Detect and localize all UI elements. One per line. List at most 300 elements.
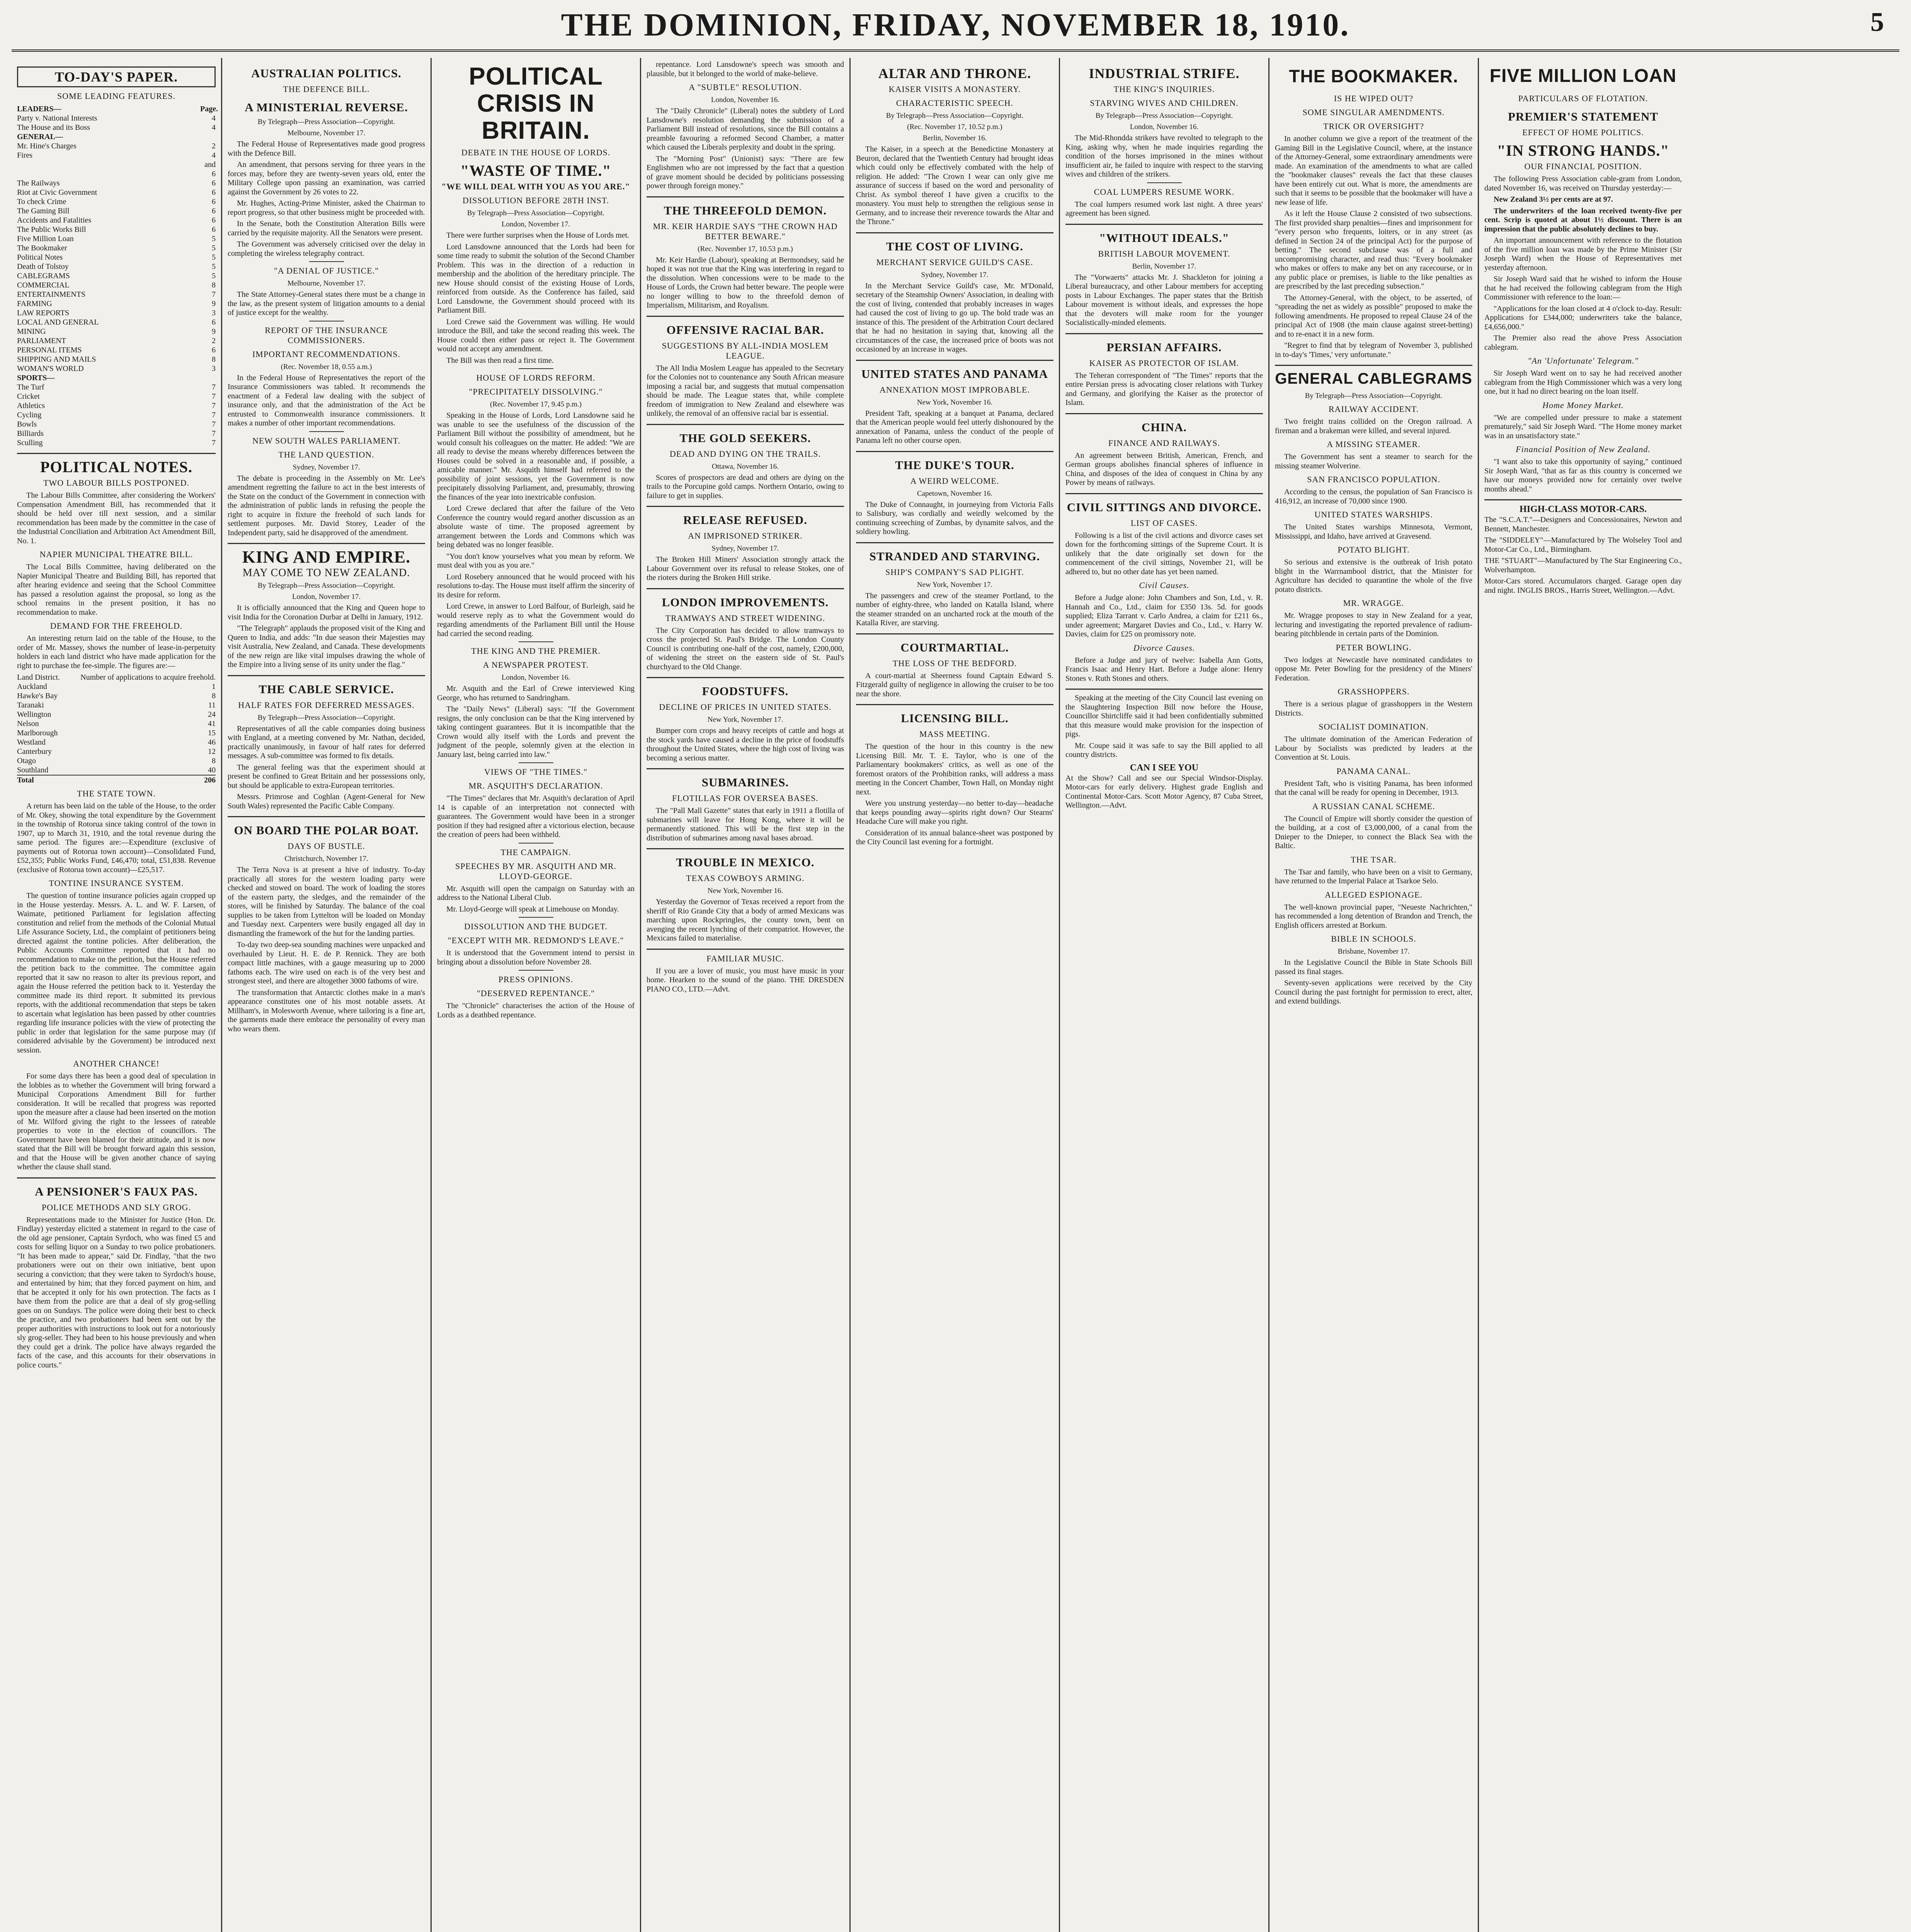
land-district: Canterbury (17, 747, 52, 756)
feature-label: SPORTS— (17, 374, 55, 382)
headline: POTATO BLIGHT. (1338, 545, 1410, 554)
feature-index-item (17, 271, 216, 281)
headline: MAY COME TO NEW ZEALAND. (242, 567, 410, 579)
applications-count: 24 (208, 710, 216, 719)
land-district: Otago (17, 757, 36, 765)
section-rule (228, 816, 425, 817)
headline: Financial Position of New Zealand. (1516, 444, 1651, 454)
article-paragraph: "I want also to take this opportunity of saying," continued Sir Joseph Ward, "that as far as this country is concerned we have our moneys provided now for certainly over twelve months ahead." (1484, 457, 1682, 493)
feature-label: Accidents and Fatalities (17, 216, 92, 224)
article-paragraph: "Regret to find that by telegram of November 3, published in to-day's 'Times,' very unfortunate." (1275, 341, 1472, 359)
feature-index-item (17, 373, 216, 383)
feature-index-item (17, 234, 216, 243)
article-paragraph: Sir Joseph Ward said that he wished to inform the House that he had received the following cablegram from the High Commissioner with reference to the loan:— (1484, 275, 1682, 301)
article-paragraph: The Council of Empire will shortly consider the question of the building, at a cost of £3,000,000, of a canal from the Dnieper to the Dnieper, to connect the Black Sea with the Baltic. (1275, 814, 1472, 850)
land-district: Auckland (17, 682, 47, 691)
article-paragraph: The "Pall Mall Gazette" states that early in 1911 a flotilla of submarines will leave for Hong Kong, where it will be permanently stationed. This will be the first step in the distribution of submarines among naval bases abroad. (647, 806, 844, 842)
feature-index-item (17, 253, 216, 262)
article-paragraph: A court-martial at Sheerness found Captain Edward S. Fitzgerald guilty of negligence in allowing the cruiser to be too near the shore. (856, 671, 1053, 698)
feature-label: Billiards (17, 429, 44, 438)
headline: VIEWS OF "THE TIMES." (484, 767, 588, 777)
headline: "A DENIAL OF JUSTICE." (274, 266, 379, 276)
feature-page: 7 (212, 429, 216, 438)
headline: FINANCE AND RAILWAYS. (1108, 438, 1220, 448)
divider (309, 431, 344, 432)
headline: "WE WILL DEAL WITH YOU AS YOU ARE." (441, 182, 630, 191)
section-rule (856, 360, 1053, 361)
feature-label: SHIPPING AND MAILS (17, 355, 96, 364)
dateline: New York, November 16. (917, 398, 993, 406)
feature-page: 7 (212, 383, 216, 391)
feature-page: 9 (212, 327, 216, 336)
article-paragraph: "We are compelled under pressure to make a statement prematurely," said Sir Joseph Ward. "The Home money market was in an unsatisfactory state." (1484, 413, 1682, 440)
article-paragraph: Speaking at the meeting of the City Council last evening on the Slaughtering Inspection Bill now before the House, Councillor Shirtcliffe said it had been confidentially submitted that this measure would make provision for the inspection of pigs. (1065, 694, 1263, 738)
section-rule (17, 453, 216, 454)
headline: AN IMPRISONED STRIKER. (688, 531, 803, 541)
section-rule (1065, 413, 1263, 414)
section-rule (647, 848, 844, 849)
article-paragraph: The Mid-Rhondda strikers have revolted to telegraph to the King, asking why, when he made inquiries regarding the condition of the horses imprisoned in the mines without insufficient air, he failed to inquire with respect to the starving wives and children of the strikers. (1065, 134, 1263, 179)
headline: SOME SINGULAR AMENDMENTS. (1302, 107, 1445, 117)
headline: Civil Causes. (1139, 580, 1189, 590)
section-rule (1484, 499, 1682, 500)
section-rule (647, 677, 844, 678)
dateline: New York, November 17. (917, 580, 993, 589)
advertisement: The "S.C.A.T."—Designers and Concessionaires, Newton and Bennett, Manchester. (1484, 515, 1682, 533)
feature-label: LOCAL AND GENERAL (17, 318, 99, 327)
article-paragraph: The "Vorwaerts" attacks Mr. J. Shackleton for joining a Liberal bureaucracy, and other Labour members for accepting posts in Labour Exchanges. The paper states that the British Labour movement is without ideals, and expresses the hope that the devoters will make room for the younger Socialistically-minded elements. (1065, 273, 1263, 327)
feature-index-item (17, 336, 216, 345)
feature-page: 5 (212, 244, 216, 252)
feature-page: 9 (212, 299, 216, 308)
land-district: Hawke's Bay (17, 692, 58, 700)
dateline: Berlin, November 17. (1132, 262, 1196, 270)
article-paragraph: Representatives of all the cable companies doing business with England, at a meeting convened by Mr. Nathan, decided, practically unanimously, in favour of half rates for deferred messages. A sub-committee was formed to fix details. (228, 724, 425, 760)
headline: KING AND EMPIRE. (242, 548, 411, 566)
headline: A RUSSIAN CANAL SCHEME. (1312, 801, 1435, 811)
article-paragraph: According to the census, the population of San Francisco is 416,912, an increase of 70,000 since 1900. (1275, 488, 1472, 505)
headline: PREMIER'S STATEMENT (1508, 110, 1659, 123)
headline: TRAMWAYS AND STREET WIDENING. (665, 613, 825, 623)
divider (519, 970, 553, 971)
feature-label: Riot at Civic Government (17, 188, 97, 197)
feature-page: 6 (212, 188, 216, 197)
article-paragraph: repentance. Lord Lansdowne's speech was smooth and plausible, but it belonged to the world of make-believe. (647, 60, 844, 78)
advertisement: THE "STUART"—Manufactured by The Star Engineering Co., Wolverhampton. (1484, 556, 1682, 574)
headline: EFFECT OF HOME POLITICS. (1522, 128, 1644, 137)
article-paragraph: The City Corporation has decided to allow tramways to cross the projected St. Paul's Bridge. The London County Council is contributing one-half of the cost, namely, £200,000, of widening the street on the eastern side of St. Paul's churchyard to the Old Change. (647, 626, 844, 671)
headline: TONTINE INSURANCE SYSTEM. (49, 878, 184, 888)
feature-label: PERSONAL ITEMS (17, 346, 82, 354)
feature-index-item (17, 262, 216, 271)
divider (519, 368, 553, 369)
headline: MERCHANT SERVICE GUILD'S CASE. (876, 257, 1033, 267)
headline: CHINA. (1141, 420, 1187, 434)
headline: THE GOLD SEEKERS. (679, 431, 811, 445)
article-paragraph: Seventy-seven applications were received by the City Council during the past fortnight for permission to erect, alter, and extend buildings. (1275, 979, 1472, 1005)
advertisement: Motor-Cars stored. Accumulators charged. Garage open day and night. INGLIS BROS., Harris Street, Wellington.—Advt. (1484, 577, 1682, 595)
headline: LONDON IMPROVEMENTS. (662, 595, 829, 609)
article-paragraph: The "Daily News" (Liberal) says: "If the Government resigns, the only conclusion can be that the King intervened by taking contingent guarantees. But it is incompatible that the Crown would ally itself with the Lords and prevent the judgment of the people, solemnly given at the election in January last, being carried into law." (437, 705, 635, 759)
dateline: London, November 16. (1130, 123, 1199, 131)
column-2 (221, 58, 431, 1932)
headline: Home Money Market. (1542, 400, 1624, 410)
section-rule (1065, 493, 1263, 494)
headline: REPORT OF THE INSURANCE COMMISSIONERS. (265, 325, 388, 345)
article-paragraph: The "Morning Post" (Unionist) says: "There are few Englishmen who are not impressed by the fact that a question of grave moment should be decided by politicians possessing power through foreign money." (647, 154, 844, 190)
feature-index-item (17, 179, 216, 188)
headline: "EXCEPT WITH MR. REDMOND'S LEAVE." (448, 935, 624, 945)
article-paragraph: It is officially announced that the King and Queen hope to visit India for the Coronation Durbar at Delhi in January, 1912. (228, 604, 425, 621)
feature-index-item (17, 392, 216, 401)
headline: A PENSIONER'S FAUX PAS. (35, 1184, 198, 1198)
feature-label: The Turf (17, 383, 44, 391)
headline: ALLEGED ESPIONAGE. (1325, 889, 1423, 900)
article-paragraph: Lord Crewe, in answer to Lord Balfour, of Burleigh, said he would reserve reply as to what the Government would do regarding amendments of the Parliament Bill until the House had carried the second reading. (437, 602, 635, 638)
section-rule (856, 633, 1053, 634)
section-rule (1065, 224, 1263, 225)
article-paragraph: Lord Crewe declared that after the failure of the Veto Conference the country would regard another discussion as an absolute waste of time. The proposed agreement by arrangement between the Lords and Commons which was being debated was no longer feasible. (437, 504, 635, 549)
section-rule (647, 949, 844, 950)
section-rule (1065, 689, 1263, 690)
column-7 (1268, 58, 1478, 1932)
headline: BIBLE IN SCHOOLS. (1331, 934, 1416, 944)
feature-page: 7 (212, 439, 216, 447)
feature-index-item (17, 290, 216, 299)
applications-count: 8 (212, 692, 216, 700)
headline: DISSOLUTION BEFORE 28TH INST. (462, 196, 609, 205)
article-paragraph: The coal lumpers resumed work last night. A three years' agreement has been signed. (1065, 200, 1263, 218)
headline: "An 'Unfortunate' Telegram." (1528, 356, 1639, 366)
headline: DAYS OF BUSTLE. (288, 841, 365, 851)
article-paragraph: The following Press Association cable-gram from London, dated November 16, was received on Thursday yesterday:— (1484, 175, 1682, 192)
article-paragraph: Mr. Hughes, Acting-Prime Minister, asked the Chairman to report progress, so that other business might be proceeded with. (228, 199, 425, 217)
column-4 (640, 58, 849, 1932)
applications-count: 41 (208, 719, 216, 728)
article-paragraph: President Taft, who is visiting Panama, has been informed that the canal will be ready for opening in December, 1913. (1275, 779, 1472, 797)
article-paragraph: The United States warships Minnesota, Vermont, Mississippi, and Idaho, have arrived at Gravesend. (1275, 523, 1472, 541)
advertisement: If you are a lover of music, you must have music in your home. Hearken to the sound of the piano. THE DRESDEN PIANO CO., LTD.—Advt. (647, 966, 844, 993)
feature-label: Five Million Loan (17, 235, 74, 243)
article-paragraph: Mr. Asquith and the Earl of Crewe interviewed King George, who has returned to Sandringham. (437, 684, 635, 702)
section-rule (228, 675, 425, 676)
byline: By Telegraph—Press Association—Copyright. (1095, 112, 1233, 120)
headline: "WITHOUT IDEALS." (1099, 231, 1229, 245)
feature-page: 7 (212, 290, 216, 299)
feature-label: LAW REPORTS (17, 309, 70, 317)
headline: DEMAND FOR THE FREEHOLD. (50, 621, 183, 631)
headline: FAMILIAR MUSIC. (706, 953, 784, 963)
headline: THE KING'S INQUIRIES. (1113, 84, 1215, 94)
dateline: Capetown, November 16. (917, 489, 993, 498)
feature-index-item (17, 420, 216, 429)
feature-index-item (17, 123, 216, 132)
headline: MASS MEETING. (919, 729, 990, 739)
feature-index-item (17, 114, 216, 123)
advertisement-heading: CAN I SEE YOU (1130, 762, 1199, 773)
dateline: Melbourne, November 17. (287, 279, 366, 287)
feature-page: 5 (212, 235, 216, 243)
article-paragraph: The passengers and crew of the steamer Portland, to the number of eighty-three, who landed on Katalla Island, where the steamer stranded on an uncharted rock at the mouth of the Katalla River, are starving. (856, 591, 1053, 627)
feature-label: WOMAN'S WORLD (17, 364, 84, 373)
dateline: Sydney, November 17. (921, 270, 989, 279)
applications-count: 12 (208, 747, 216, 756)
dateline: New York, November 17. (707, 716, 783, 724)
article-paragraph: The Duke of Connaught, in journeying from Victoria Falls to Salisbury, was cordially and weirdly welcomed by the continuing screeching of Zumbas, by dynamite salvos, and the soldiery howling. (856, 500, 1053, 536)
feature-label: Mr. Hine's Charges (17, 142, 77, 150)
headline: PETER BOWLING. (1336, 642, 1412, 652)
article-paragraph: There is a serious plague of grasshoppers in the Western Districts. (1275, 700, 1472, 718)
headline: FOODSTUFFS. (702, 684, 789, 698)
headline: FLOTILLAS FOR OVERSEA BASES. (672, 793, 819, 803)
feature-label: ENTERTAINMENTS (17, 290, 86, 299)
feature-index-item (17, 216, 216, 225)
headline: SAN FRANCISCO POPULATION. (1307, 474, 1440, 484)
feature-label: The Gaming Bill (17, 207, 70, 215)
article-paragraph: An agreement between British, American, French, and German groups abolishes financial spheres of influence in China, and disposes of the idea of conquest in China by any Power by means of railways. (1065, 451, 1263, 487)
feature-label: Athletics (17, 401, 45, 410)
masthead (0, 0, 1911, 58)
feature-index-item (17, 197, 216, 206)
advertisement-heading: HIGH-CLASS MOTOR-CARS. (1520, 504, 1647, 514)
feature-page: 5 (212, 253, 216, 262)
headline: RELEASE REFUSED. (683, 513, 807, 527)
headline: TWO LABOUR BILLS POSTPONED. (43, 478, 189, 488)
byline: By Telegraph—Press Association—Copyright. (467, 209, 605, 217)
advertisement: At the Show? Call and see our Special Windsor-Display. Motor-cars for early delivery. Highest grade English and Continental Motor-Cars. Scott Motor Agency, 87 Cuba Street, Wellington.—Advt. (1065, 774, 1263, 810)
feature-index-item (17, 141, 216, 151)
headline: TEXAS COWBOYS ARMING. (686, 873, 805, 883)
applications-count: 11 (208, 701, 216, 709)
feature-label: To check Crime (17, 197, 66, 206)
article-paragraph: New Zealand 3½ per cents are at 97. (1494, 195, 1613, 204)
feature-page: 8 (212, 281, 216, 289)
article-paragraph: The well-known provincial paper, "Neueste Nachrichten," has recommended a long detention of Brandon and Trench, the English officers arrested at Borkum. (1275, 903, 1472, 930)
feature-page: 6 (212, 346, 216, 354)
feature-page: 3 (212, 364, 216, 373)
section-rule (856, 704, 1053, 705)
article-paragraph: The Attorney-General, with the object, to be asserted, of "spreading the net as widely as possible" proposed to make the following amendments. He proposed to repeal Clause 24 of the principal Act of 1908 (the main clause against street-betting) and to re-enact it in a new form. (1275, 293, 1472, 338)
section-rule (17, 1177, 216, 1179)
land-district: Marlborough (17, 729, 58, 737)
headline: ON BOARD THE POLAR BOAT. (234, 823, 419, 837)
headline: POLICE METHODS AND SLY GROG. (41, 1202, 191, 1212)
headline: THE KING AND THE PREMIER. (471, 646, 601, 656)
divider (1147, 182, 1182, 183)
article-paragraph: The Kaiser, in a speech at the Benedictine Monastery at Beuron, declared that the Twentieth Century had brought ideas which could only be effectively combated with the help of religion. He added: "The Crown I wear can only give me assurance of success if based on the word and personality of Christ. As symbol thereof I have given a crucifix to the monastery. You must help to strengthen the religious sense in Germany, and to increase their reverence towards the Altar and the Throne." (856, 145, 1053, 226)
features-heading: SOME LEADING FEATURES. (57, 91, 176, 101)
headline: "WASTE OF TIME." (460, 162, 611, 179)
article-paragraph: The All India Moslem League has appealed to the Secretary for the Colonies not to countenance any South African measure imposing a racial bar, and suggests that mutual compensation should be made. The League states that, while complete freedom of immigration to New Zealand and elsewhere was unlikely, the removal of an offensive racial bar is essential. (647, 364, 844, 418)
headline: ALTAR AND THRONE. (878, 66, 1031, 81)
land-district: Westland (17, 738, 46, 747)
headline: STARVING WIVES AND CHILDREN. (1090, 98, 1239, 108)
article-paragraph: An amendment, that persons serving for three years in the forces may, before they are twenty-seven years old, enter the Military College upon passing an examination, was carried against the Government by 26 votes to 22. (228, 160, 425, 196)
feature-page: 7 (212, 401, 216, 410)
dateline: Ottawa, November 16. (711, 462, 779, 471)
headline: KAISER AS PROTECTOR OF ISLAM. (1089, 358, 1239, 368)
article-paragraph: In the Senate, both the Constitution Alteration Bills were carried by the requisite majority. All the Senators were present. (228, 219, 425, 237)
headline: UNITED STATES WARSHIPS. (1314, 510, 1433, 519)
article-paragraph: The "Chronicle" characterises the action of the House of Lords as a deathbed repentance. (437, 1002, 635, 1019)
newspaper-title: THE DOMINION, FRIDAY, NOVEMBER 18, 1910. (561, 7, 1350, 43)
applications-count: 1 (212, 682, 216, 691)
feature-label: Party v. National Interests (17, 114, 97, 122)
feature-page: 2 (212, 337, 216, 345)
headline: SHIP'S COMPANY'S SAD PLIGHT. (885, 567, 1024, 577)
headline: SUBMARINES. (701, 776, 789, 789)
dateline: London, November 17. (292, 593, 361, 601)
article-paragraph: Lord Rosebery announced that he would proceed with his resolutions to-day. The House must itself affirm the sincerity of its desire for reform. (437, 572, 635, 599)
article-paragraph: As it left the House Clause 2 consisted of two subsections. The first provided sharp penalties—fines and imprisonment for "every person who frequents, loiters, or in any street (as defined in Section 24 of the principal Act) for the purpose of betting." The second subclause was of a full and uncompromising character, and read thus: "Every bookmaker who makes or offers to make any bet on any racecourse, or in any public place or premises, is liable to the like penalties as are prescribed by the last preceding subsection." (1275, 209, 1472, 291)
headline: COURTMARTIAL. (900, 640, 1009, 654)
applications-count: 8 (212, 757, 216, 765)
political-notes-heading: POLITICAL NOTES. (40, 458, 192, 476)
article-paragraph: The State Attorney-General states there must be a change in the law, as the present system of litigation amounts to a denial of justice except for the wealthy. (228, 290, 425, 317)
section-rule (856, 451, 1053, 452)
headline: NEW SOUTH WALES PARLIAMENT. (252, 435, 401, 446)
dateline: Sydney, November 17. (711, 544, 779, 553)
dateline: Sydney, November 17. (293, 463, 360, 471)
headline: THE TSAR. (1351, 854, 1397, 864)
headline: A MISSING STEAMER. (1327, 439, 1421, 449)
headline: DISSOLUTION AND THE BUDGET. (464, 922, 608, 931)
headline: PARTICULARS OF FLOTATION. (1518, 94, 1648, 103)
feature-page: 6 (212, 179, 216, 187)
article-paragraph: The Government was adversely criticised over the delay in completing the wireless telegraphy contract. (228, 240, 425, 258)
headline: IMPORTANT RECOMMENDATIONS. (252, 349, 401, 359)
feature-index-item (17, 410, 216, 420)
feature-label: The House and its Boss (17, 123, 90, 132)
headline: HALF RATES FOR DEFERRED MESSAGES. (238, 700, 415, 710)
headline: SOCIALIST DOMINATION. (1319, 722, 1429, 731)
feature-index-item (17, 383, 216, 392)
headline: OUR FINANCIAL POSITION. (1524, 162, 1642, 171)
article-paragraph: Following is a list of the civil actions and divorce cases set down for the forthcoming sittings of the Supreme Court. It is unlikely that the date originally set down for the commencement of the civil sittings, November 21, will be adhered to, but no other date has yet been named. (1065, 531, 1263, 576)
feature-page: 6 (212, 225, 216, 234)
dateline: Berlin, November 16. (922, 134, 987, 142)
land-district: Southland (17, 766, 49, 774)
section-heading: GENERAL CABLEGRAMS (1275, 370, 1472, 387)
article-paragraph: Two lodges at Newcastle have nominated candidates to oppose Mr. Peter Bowling for the presidency of the Miners' Federation. (1275, 655, 1472, 682)
divider (309, 261, 344, 262)
article-paragraph: The question of the hour in this country is the new Licensing Bill. Mr. T. E. Taylor, who is one of the Parliamentary bookmakers' critics, as well as one of the foremost orators of the Prohibition ranks, will address a mass meeting in the Concert Chamber, Town Hall, on Monday night next. (856, 742, 1053, 796)
dateline: (Rec. November 17, 9.45 p.m.) (490, 400, 582, 408)
main-headline: THE BOOKMAKER. (1289, 66, 1458, 86)
applications-count: 40 (208, 766, 216, 774)
feature-index-item (17, 132, 216, 141)
headline: MR. KEIR HARDIE SAYS "THE CROWN HAD BETTER BEWARE." (653, 221, 838, 241)
table-row (17, 701, 216, 710)
freehold-table (17, 673, 216, 785)
feature-index-item (17, 318, 216, 327)
headline: LICENSING BILL. (901, 711, 1009, 725)
table-row (17, 738, 216, 747)
feature-label: COMMERCIAL (17, 281, 70, 289)
article-paragraph: The question of tontine insurance policies again cropped up in the House yesterday. Messrs. A. L. and W. F. Larsen, of Waimate, petitioned Parliament for legislation affecting constitution and relief from the methods of the Colonial Mutual Life Assurance Society, Ltd., the complaint of petitioners being directed against the tontine policies. After deliberation, the Public Accounts Committee reported that it had no recommendation to make on the petition, but the House referred the petition back to the committee. The committee again reported that it saw no reason to alter its previous report, and again the House referred the petition back to it. Yesterday the committee made its third report. It submitted its previous reports, with the additional recommendation that steps be taken to ascertain what legislation has been passed by other countries regarding life insurance policies with the view of protecting the public in order that legislation for the same purpose may (if considered advisable by the Government) be introduced next session. (17, 891, 216, 1054)
feature-index-item (17, 299, 216, 308)
feature-page: 6 (212, 197, 216, 206)
column-6 (1059, 58, 1268, 1932)
feature-index-item (17, 243, 216, 253)
feature-label: The Railways (17, 179, 60, 187)
article-paragraph: The Tsar and family, who have been on a visit to Germany, have returned to the Imperial Palace at Tsarkoe Selo. (1275, 867, 1472, 885)
feature-page: 5 (212, 272, 216, 280)
article-paragraph: The Bill was then read a first time. (446, 356, 554, 365)
feature-page: 4 (212, 123, 216, 132)
feature-index-item (17, 327, 216, 336)
article-paragraph: For some days there has been a good deal of speculation in the lobbies as to whether the Government will bring forward a Municipal Corporations Amendment Bill for further consideration. It will be recalled that progress was reported upon the measure after a clause had been inserted on the motion of Mr. Wilford giving the right to the lessees of rateable properties to vote in the election of councillors. The Government have been blamed for their attitude, and it is now stated that the Bill will be brought forward again this session, and that the House will be given another chance of saying whether the clause shall stand. (17, 1072, 216, 1171)
feature-index-item (17, 151, 216, 179)
feature-label: Death of Tolstoy (17, 262, 69, 271)
headline: ANOTHER CHANCE! (73, 1059, 160, 1068)
feature-label: Sculling (17, 439, 43, 447)
headline: IS HE WIPED OUT? (1334, 94, 1414, 103)
table-row (17, 719, 216, 728)
headline: THE DEFENCE BILL. (283, 84, 370, 94)
headline: KAISER VISITS A MONASTERY. (888, 84, 1021, 94)
table-row (17, 710, 216, 719)
headline: CIVIL SITTINGS AND DIVORCE. (1067, 500, 1262, 514)
article-paragraph: The Government has sent a steamer to search for the missing steamer Wolverine. (1275, 452, 1472, 470)
feature-page: 7 (212, 411, 216, 419)
feature-page: 7 (212, 420, 216, 429)
article-paragraph: Representations made to the Minister for Justice (Hon. Dr. Findlay) yesterday elicited a statement in regard to the case of the old age pensioner, Captain Syrdoch, who was fined £5 and costs for selling liquor on a Sunday to two police probationers. "It has been made to appear," said Dr. Findlay, "that the two probationers were out on their own initiative, bent upon securing a conviction; that they were taken to Syrdoch's house, and entertained by him; that they forced payment on him, and that he accepted it only for his own protection. The facts as I have them from the police are that a deal of sly grog-selling goes on on Sundays. The police were doing their best to check the practice, and two probationers had been sent out by the proper authorities with instructions to look out for a notoriously sly grog-seller. They had been to his house previously and when they could get a drink. The police have always regarded the facts of the case, and this accounts for their observations in police courts." (17, 1215, 216, 1369)
table-header: Number of applications to acquire freehold. (80, 673, 216, 682)
section-heading: AUSTRALIAN POLITICS. (251, 66, 402, 80)
headline: TRICK OR OVERSIGHT? (1323, 121, 1424, 131)
section-rule (1065, 333, 1263, 334)
article-paragraph: An important announcement with reference to the flotation of the five million loan was made by the Prime Minister (Sir Joseph Ward) when the House of Representatives met yesterday afternoon. (1484, 236, 1682, 272)
dateline: (Rec. November 17, 10.52 p.m.) (907, 123, 1002, 131)
headline: INDUSTRIAL STRIFE. (1089, 66, 1240, 81)
headline: DECLINE OF PRICES IN UNITED STATES. (659, 702, 832, 712)
headline: THE THREEFOLD DEMON. (664, 203, 827, 217)
feature-label: The Bookmaker (17, 244, 67, 252)
headline: LIST OF CASES. (1130, 518, 1198, 528)
feature-index-item (17, 345, 216, 355)
byline: By Telegraph—Press Association—Copyright. (257, 582, 395, 590)
article-paragraph: The Teheran correspondent of "The Times" reports that the entire Persian press is advocating closer relations with Turkey and Germany, and glorifying the Kaiser as the protector of Islam. (1065, 371, 1263, 407)
article-paragraph: President Taft, speaking at a banquet at Panama, declared that the American people would feel utterly dishonoured by the annexation of Panama, unless the conduct of the people of Panama left no other course open. (856, 409, 1053, 445)
headline: STRANDED AND STARVING. (869, 549, 1040, 563)
byline: By Telegraph—Press Association—Copyright. (257, 118, 395, 126)
article-paragraph: The Labour Bills Committee, after considering the Workers' Compensation Amendment Bill, has recommended that it should be held over till next session, and a similar recommendation has been made by the committee in the case of the Industrial Conciliation and Arbitration Act Amendment Bill, No. 1. (17, 491, 216, 545)
article-paragraph: Were you unstrung yesterday—no better to-day—headache that keeps pounding away—spirits right down? Our Stearns' Headache Cure will make you right. (856, 799, 1053, 826)
article-paragraph: Before a Judge alone: John Chambers and Son, Ltd., v. R. Hannah and Co., Ltd., claim for £350 13s. 5d. for goods supplied; Eliza Tarrant v. Carlo Andrea, a claim for £211 6s., under agreement; Margaret Davies and Co., Ltd., v. Harry W. Davies, claim for £25 on promissory note. (1065, 594, 1263, 638)
applications-count: 46 (208, 738, 216, 747)
article-paragraph: The "Daily Chronicle" (Liberal) notes the subtlety of Lord Lansdowne's resolution demanding the submission of a Parliament Bill instead of resolutions, since the Bill contains a preamble favouring a reformed Second Chamber, a matter which caused the Liberals perplexity and doubt in the spring. (647, 107, 844, 151)
article-paragraph: There were further surprises when the House of Lords met. (446, 231, 630, 240)
byline: By Telegraph—Press Association—Copyright. (886, 112, 1024, 120)
advertisement: The "SIDDELEY"—Manufactured by The Wolseley Tool and Motor-Car Co., Ltd., Birmingham. (1484, 536, 1682, 554)
headline: "IN STRONG HANDS." (1497, 142, 1669, 159)
table-row (17, 747, 216, 756)
land-district: Wellington (17, 710, 51, 719)
article-paragraph: The Terra Nova is at present a hive of industry. To-day practically all stores for the western loading party were checked and stowed on board. The work of loading the stores of the eastern party, the sledges, and the remainder of the stores, will be finished by Saturday. The balance of the coal supplies to be taken from Lyttelton will be loaded on Monday and Tuesday next. Carpenters were busily engaged all day in dismantling the framework of the hut for the landing parties. (228, 866, 425, 938)
headline: THE COST OF LIVING. (886, 239, 1023, 253)
headline: PANAMA CANAL. (1336, 766, 1411, 776)
feature-page: 3 (212, 309, 216, 317)
section-rule (647, 768, 844, 769)
table-row (17, 728, 216, 738)
section-rule (647, 424, 844, 425)
headline: A NEWSPAPER PROTEST. (483, 660, 589, 670)
section-rule (1275, 365, 1472, 366)
article-paragraph: Lord Lansdowne announced that the Lords had been for some time ready to submit the solution of the Second Chamber Problem. This was in the direction of a reduction in membership and the abolition of the hereditary principle. The new House should consist of the existing House of Lords, reinforced from outside. As the Conference has failed, said Lord Lansdowne, the Government should proceed with its Parliament Bill. (437, 242, 635, 315)
feature-index-item (17, 364, 216, 373)
feature-page: 7 (212, 392, 216, 401)
